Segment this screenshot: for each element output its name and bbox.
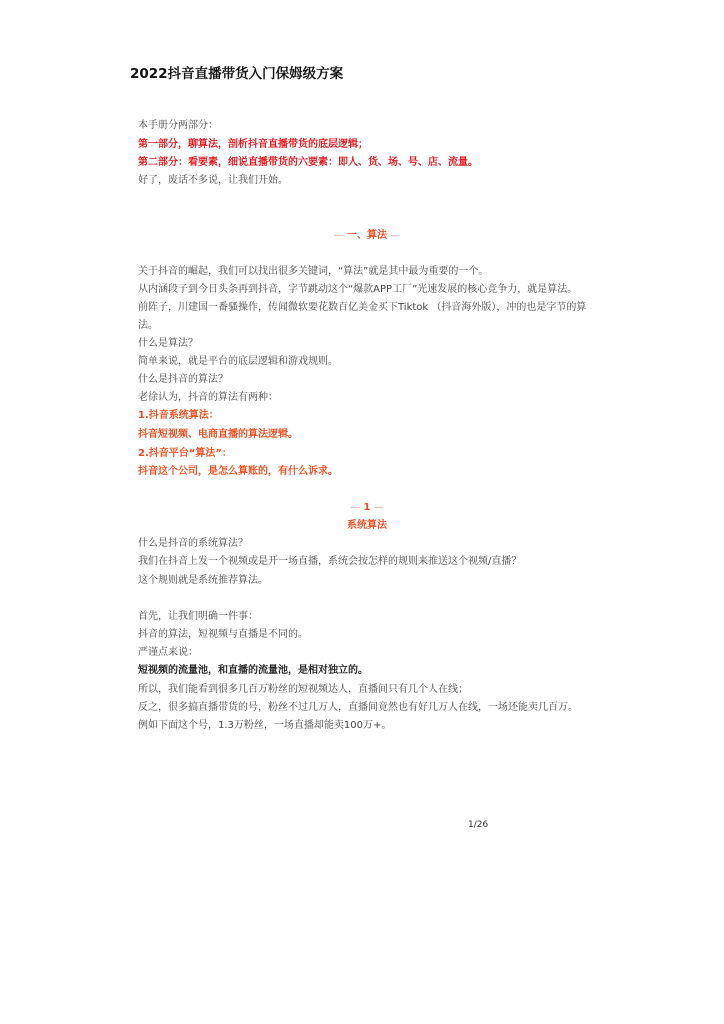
subsection-number-text: 1 <box>363 502 371 513</box>
body-line: 我们在抖音上发一个视频或是开一场直播，系统会按怎样的规则来推送这个视频/直播？ <box>138 556 522 567</box>
heading-dash: — <box>373 502 384 513</box>
section-heading-algorithm <box>0 229 724 243</box>
heading-dash: — <box>350 502 361 513</box>
heading-dash: — <box>333 230 344 241</box>
subsection-title <box>0 519 724 533</box>
body-line: 简单来说，就是平台的底层逻辑和游戏规则。 <box>138 356 338 367</box>
body-line: 关于抖音的崛起，我们可以找出很多关键词，“算法”就是其中最为重要的一个。 <box>138 266 489 277</box>
subsection-number <box>0 501 724 515</box>
highlight-line: 1.抖音系统算法： <box>138 410 219 421</box>
body-line: 什么是算法？ <box>138 338 198 349</box>
body-line: 严谨点来说： <box>138 647 198 658</box>
body-line: 抖音的算法，短视频与直播是不同的。 <box>138 629 308 640</box>
bold-line: 短视频的流量池，和直播的流量池，是相对独立的。 <box>138 665 368 676</box>
highlight-line: 抖音短视频、电商直播的算法逻辑。 <box>138 429 298 440</box>
body-line: 这个规则就是系统推荐算法。 <box>138 575 268 586</box>
page-number: 1/26 <box>468 820 489 830</box>
body-line: 前阵子，川建国一番骚操作，传闻微软要花数百亿美金买下Tiktok （抖音海外版），冲的也是字节的算 <box>138 302 587 313</box>
body-line: 老徐认为，抖音的算法有两种： <box>138 392 278 403</box>
body-line: 什么是抖音的算法？ <box>138 374 228 385</box>
section-heading-text: 一、算法 <box>347 230 387 241</box>
body-line: 反之，很多搞直播带货的号，粉丝不过几万人，直播间竟然也有好几万人在线，一场还能卖几百万。 <box>138 702 578 713</box>
intro-line-part-one: 第一部分，聊算法，剖析抖音直播带货的底层逻辑； <box>138 139 368 150</box>
intro-line: 好了，废话不多说，让我们开始。 <box>138 175 288 186</box>
document-title: 2022抖音直播带货入门保姆级方案 <box>130 66 344 82</box>
body-line: 首先，让我们明确一件事： <box>138 611 258 622</box>
subsection-title-text: 系统算法 <box>347 520 387 531</box>
body-line: 从内涵段子到今日头条再到抖音，字节跳动这个“爆款APP工厂”光速发展的核心竞争力，就是算法。 <box>138 284 578 295</box>
highlight-line: 2.抖音平台“算法”： <box>138 448 232 459</box>
heading-dash: — <box>390 230 401 241</box>
body-line: 什么是抖音的系统算法？ <box>138 538 248 549</box>
body-line: 例如下面这个号，1.3万粉丝，一场直播却能卖100万+。 <box>138 720 392 731</box>
intro-line: 本手册分两部分： <box>138 120 218 131</box>
body-line: 所以，我们能看到很多几百万粉丝的短视频达人，直播间只有几个人在线； <box>138 684 468 695</box>
intro-line-part-two: 第二部分：看要素，细说直播带货的六要素：即人、货、场、号、店、流量。 <box>138 157 478 168</box>
body-line: 法。 <box>138 320 158 331</box>
highlight-line: 抖音这个公司，是怎么算账的，有什么诉求。 <box>138 466 338 477</box>
